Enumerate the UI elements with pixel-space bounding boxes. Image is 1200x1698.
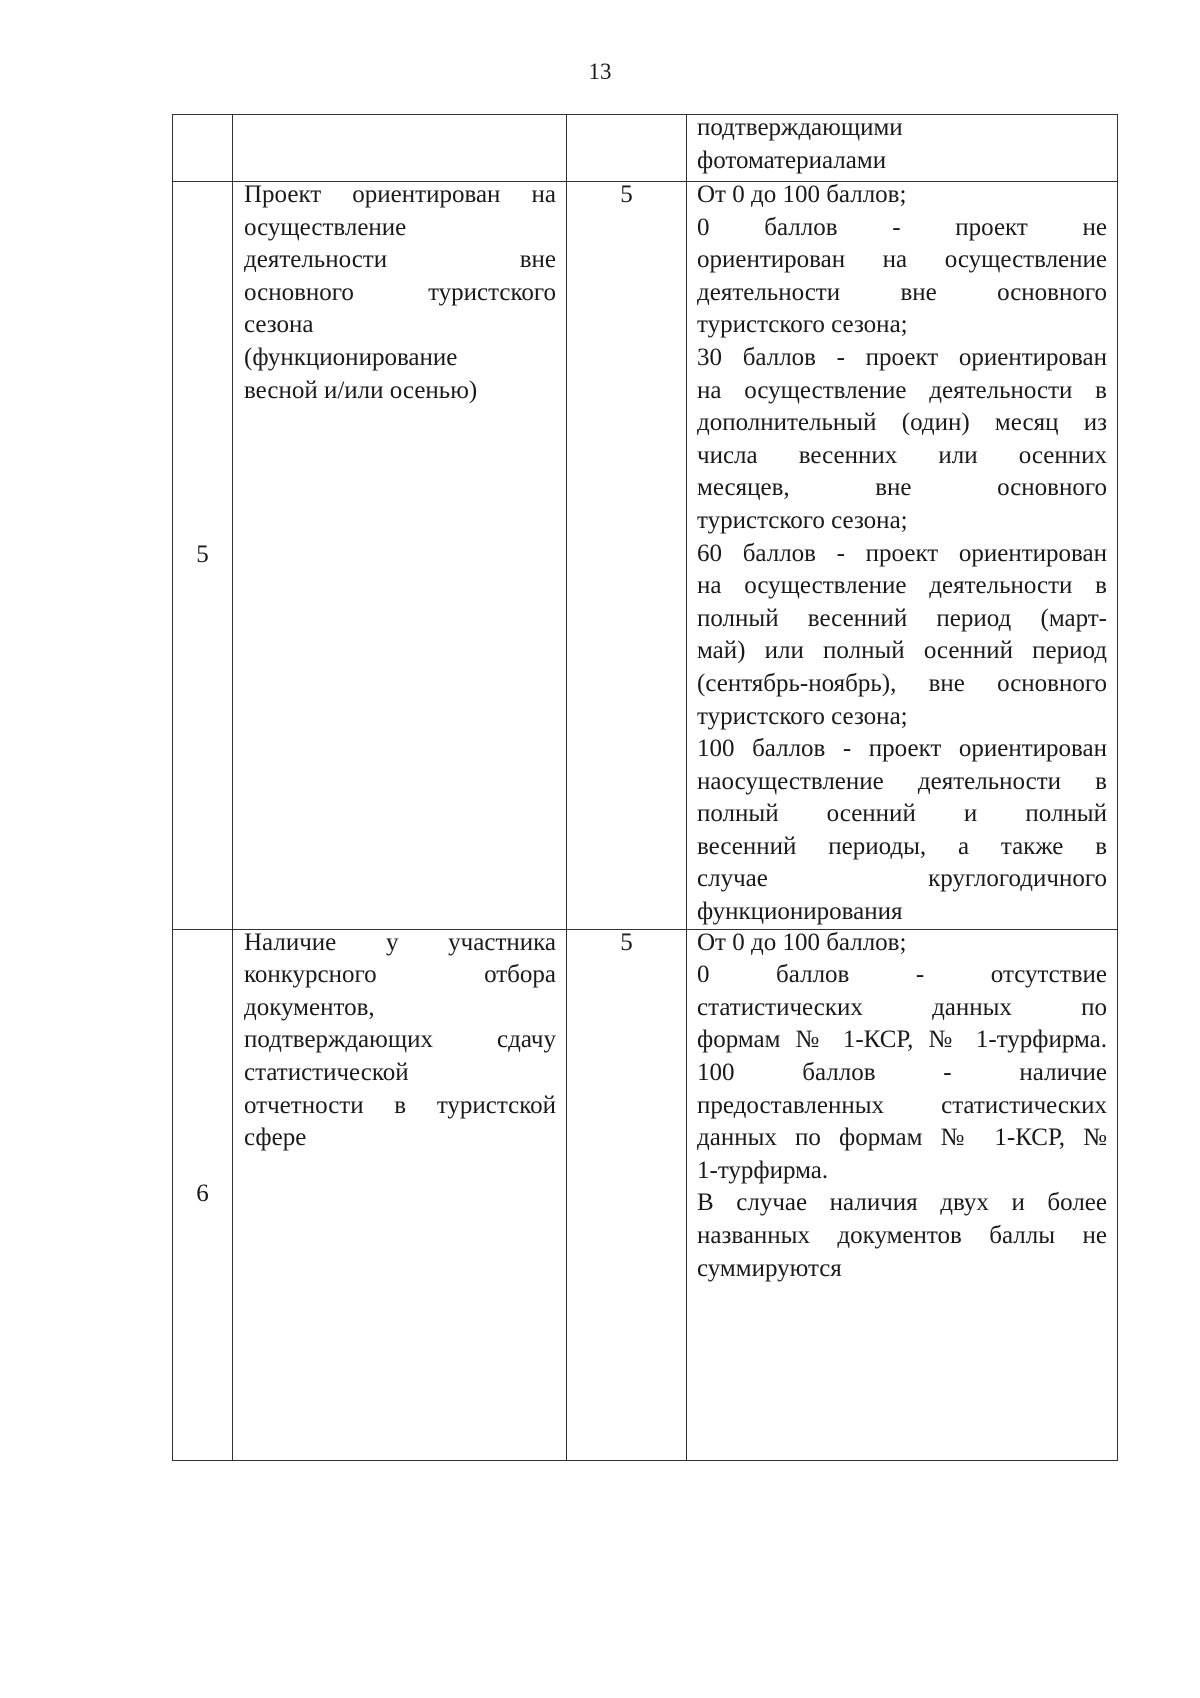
text-line: От 0 до 100 баллов; [697,928,907,956]
text-line: фотоматериалами [697,146,887,174]
text-line: май) или полный осенний период [697,637,1107,665]
num-cell [173,929,233,1460]
criteria-table [172,114,1118,1461]
num-cell [173,115,233,182]
text-line: суммируются [697,1254,842,1282]
text-line: наосуществление деятельности в [697,767,1107,795]
criterion-cell [233,929,567,1460]
text-line: туристского сезона; [697,311,908,339]
text-line: конкурсного отбора [244,961,556,989]
text-line: на осуществление деятельности в [697,572,1107,600]
weight-value: 5 [620,181,633,208]
text-line: числа весенних или осенних [697,441,1107,469]
text-line: (функционирование [244,343,458,371]
text-line: (сентябрь-ноябрь), вне основного [697,669,1107,697]
text-line: сфере [244,1124,307,1152]
text-line: полный весенний период (март- [697,604,1107,632]
method-cell [687,115,1118,182]
text-line: От 0 до 100 баллов; [697,181,907,208]
row-number: 5 [196,541,209,569]
table-row-criterion-6 [173,929,1118,1460]
text-line: осуществление [244,213,407,241]
page-number: 13 [588,59,612,84]
method-cell [687,929,1118,1460]
weight-cell [567,182,687,930]
table-row-criterion-5 [173,182,1118,930]
num-cell [173,182,233,930]
text-line: весной и/или осенью) [244,376,478,404]
text-line: месяцев, вне основного [697,474,1107,502]
text-line: весенний периоды, а также в [697,832,1107,860]
weight-cell [567,115,687,182]
text-line: 1-турфирма. [697,1156,829,1184]
row-number: 6 [196,1180,209,1208]
criterion-cell [233,182,567,930]
text-line: отчетности в туристской [244,1091,556,1119]
text-line: подтверждающих сдачу [244,1026,556,1054]
method-cell [687,182,1118,930]
text-line: статистических данных по [697,993,1107,1021]
table-row-continuation [173,115,1118,182]
weight-cell [567,929,687,1460]
text-line: данных по формам № 1-КСР, № [697,1124,1107,1152]
text-line: 0 баллов - проект не [697,213,1107,241]
text-line: случае круглогодичного [697,865,1107,893]
text-line: сезона [244,311,314,339]
text-line: статистической [244,1059,409,1087]
text-line: 100 баллов - наличие [697,1059,1107,1087]
text-line: деятельности вне основного [697,278,1107,306]
text-line: подтверждающими [697,114,903,141]
text-line: 100 баллов - проект ориентирован [697,735,1107,763]
text-line: деятельности вне [244,246,556,274]
text-line: 0 баллов - отсутствие [697,961,1107,989]
text-line: Проект ориентирован на [244,181,556,208]
text-line: основного туристского [244,278,556,306]
criterion-cell [233,115,567,182]
text-line: полный осенний и полный [697,800,1107,828]
weight-value: 5 [620,928,633,956]
text-line: названных документов баллы не [697,1222,1107,1249]
text-line: ориентирован на осуществление [697,246,1107,274]
text-line: Наличие у участника [244,928,556,956]
text-line: формам № 1-КСР, № 1-турфирма. [697,1026,1107,1054]
text-line: туристского сезона; [697,506,908,534]
text-line: функционирования [697,898,903,926]
text-line: туристского сезона; [697,702,908,730]
text-line: В случае наличия двух и более [697,1189,1107,1217]
text-line: 60 баллов - проект ориентирован [697,539,1107,567]
text-line: документов, [244,993,375,1021]
text-line: предоставленных статистических [697,1091,1107,1119]
text-line: дополнительный (один) месяц из [697,409,1107,437]
text-line: 30 баллов - проект ориентирован [697,343,1107,371]
text-line: на осуществление деятельности в [697,376,1107,404]
